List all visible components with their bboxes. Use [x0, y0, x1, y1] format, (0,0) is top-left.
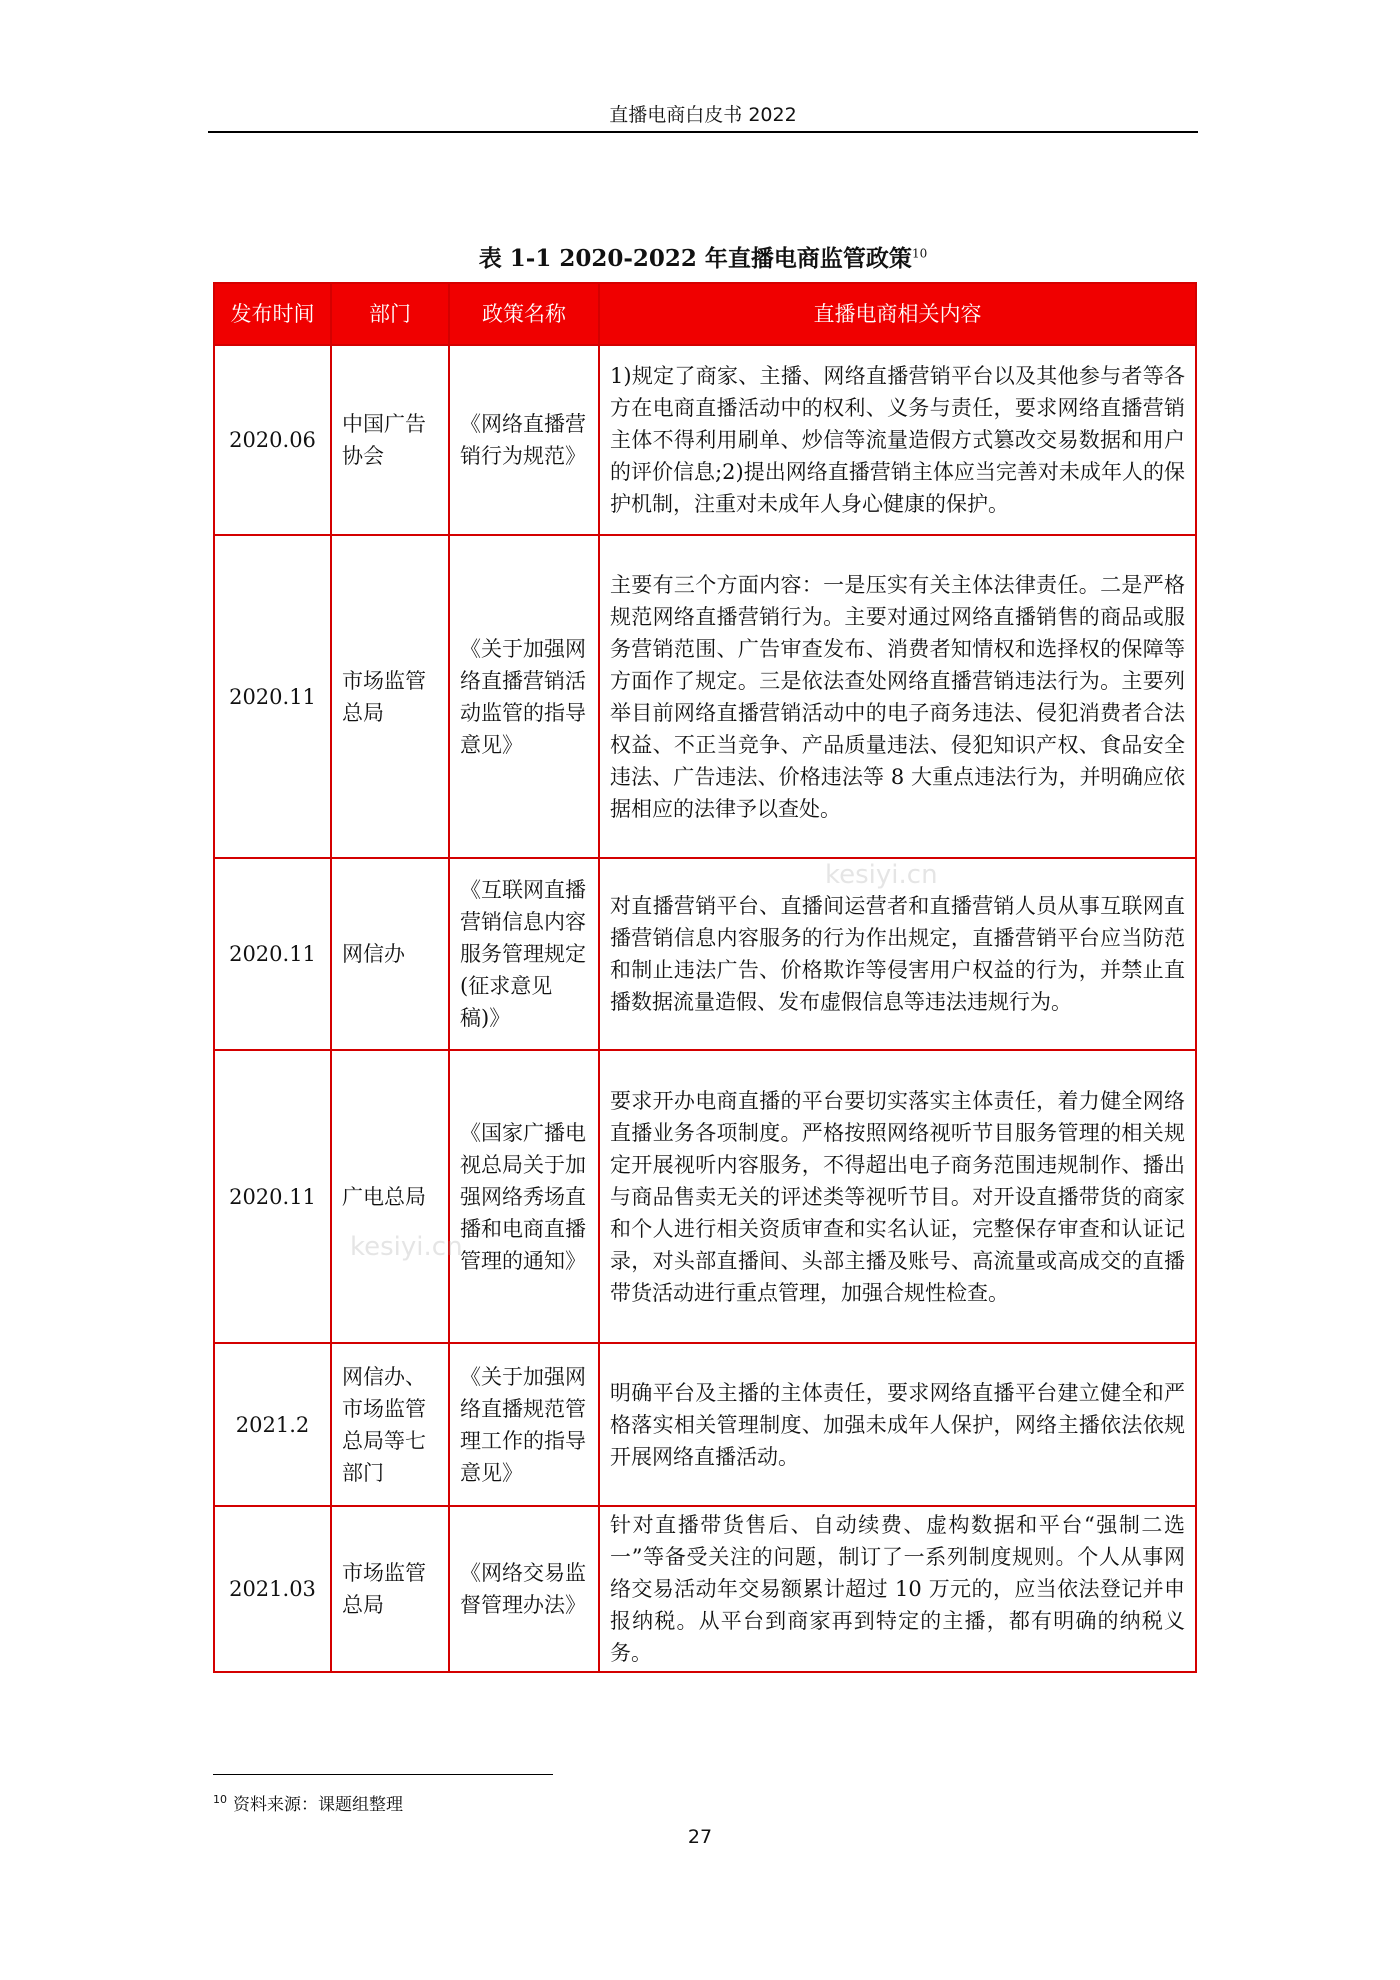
- cell-policy-name: 《关于加强网络直播营销活动监管的指导意见》: [449, 535, 599, 858]
- cell-department: 市场监管总局: [331, 535, 449, 858]
- cell-date: 2020.06: [214, 345, 331, 535]
- cell-policy-name: 《国家广播电视总局关于加强网络秀场直播和电商直播管理的通知》: [449, 1050, 599, 1343]
- table-row: [214, 1050, 1196, 1343]
- table-caption: [208, 240, 1198, 273]
- header-department: 部门: [331, 283, 449, 345]
- cell-date: 2021.03: [214, 1506, 331, 1672]
- watermark: kesiyi.cn: [825, 860, 938, 890]
- table-row: [214, 1343, 1196, 1506]
- table-header-row: [214, 283, 1196, 345]
- cell-content: 主要有三个方面内容：一是压实有关主体法律责任。二是严格规范网络直播营销行为。主要对通过网络直播销售的商品或服务营销范围、广告审查发布、消费者知情权和选择权的保障等方面作了规定。三是依法查处网络直播营销违法行为。主要列举目前网络直播营销活动中的电子商务违法、侵犯消费者合法权益、不正当竞争、产品质量违法、侵犯知识产权、食品安全违法、广告违法、价格违法等 8 大重点违法行为，并明确应依据相应的法律予以查处。: [599, 535, 1196, 858]
- cell-policy-name: 《互联网直播营销信息内容服务管理规定(征求意见稿)》: [449, 858, 599, 1050]
- footnote-number: 10: [213, 1793, 227, 1807]
- page-number: 27: [687, 1826, 713, 1848]
- cell-content: 要求开办电商直播的平台要切实落实主体责任，着力健全网络直播业务各项制度。严格按照网络视听节目服务管理的相关规定开展视听内容服务，不得超出电子商务范围违规制作、播出与商品售卖无关的评述类等视听节目。对开设直播带货的商家和个人进行相关资质审查和实名认证，完整保存审查和认证记录，对头部直播间、头部主播及账号、高流量或高成交的直播带货活动进行重点管理，加强合规性检查。: [599, 1050, 1196, 1343]
- footnote: [213, 1790, 403, 1815]
- table-row: [214, 858, 1196, 1050]
- header-date: 发布时间: [214, 283, 331, 345]
- watermark: kesiyi.cn: [350, 1232, 463, 1262]
- cell-content: 对直播营销平台、直播间运营者和直播营销人员从事互联网直播营销信息内容服务的行为作出规定，直播营销平台应当防范和制止违法广告、价格欺诈等侵害用户权益的行为，并禁止直播数据流量造假、发布虚假信息等违法违规行为。: [599, 858, 1196, 1050]
- table-row: [214, 1506, 1196, 1672]
- cell-content: 1)规定了商家、主播、网络直播营销平台以及其他参与者等各方在电商直播活动中的权利、义务与责任，要求网络直播营销主体不得利用刷单、炒信等流量造假方式篡改交易数据和用户的评价信息;2)提出网络直播营销主体应当完善对未成年人的保护机制，注重对未成年人身心健康的保护。: [599, 345, 1196, 535]
- table-row: [214, 535, 1196, 858]
- footnote-rule: [213, 1774, 553, 1775]
- cell-date: 2020.11: [214, 1050, 331, 1343]
- cell-date: 2021.2: [214, 1343, 331, 1506]
- caption-footnote-ref[interactable]: 10: [911, 246, 928, 261]
- cell-department: 中国广告协会: [331, 345, 449, 535]
- cell-content: 明确平台及主播的主体责任，要求网络直播平台建立健全和严格落实相关管理制度、加强未成年人保护，网络主播依法依规开展网络直播活动。: [599, 1343, 1196, 1506]
- cell-department: 网信办、市场监管总局等七部门: [331, 1343, 449, 1506]
- footnote-text: 资料来源：课题组整理: [233, 1795, 403, 1815]
- header-rule: [208, 131, 1198, 133]
- cell-department: 网信办: [331, 858, 449, 1050]
- policy-table: [213, 282, 1197, 1673]
- caption-text: 表 1-1 2020-2022 年直播电商监管政策: [478, 245, 912, 272]
- cell-policy-name: 《网络交易监督管理办法》: [449, 1506, 599, 1672]
- header-title: 直播电商白皮书 2022: [609, 104, 797, 126]
- cell-date: 2020.11: [214, 535, 331, 858]
- cell-policy-name: 《关于加强网络直播规范管理工作的指导意见》: [449, 1343, 599, 1506]
- cell-policy-name: 《网络直播营销行为规范》: [449, 345, 599, 535]
- header-content: 直播电商相关内容: [599, 283, 1196, 345]
- cell-date: 2020.11: [214, 858, 331, 1050]
- cell-department: 广电总局: [331, 1050, 449, 1343]
- cell-department: 市场监管总局: [331, 1506, 449, 1672]
- cell-content: 针对直播带货售后、自动续费、虚构数据和平台“强制二选一”等备受关注的问题，制订了一系列制度规则。个人从事网络交易活动年交易额累计超过 10 万元的，应当依法登记并申报纳税。从平台到商家再到特定的主播，都有明确的纳税义务。: [599, 1506, 1196, 1672]
- table-row: [214, 345, 1196, 535]
- header-policy-name: 政策名称: [449, 283, 599, 345]
